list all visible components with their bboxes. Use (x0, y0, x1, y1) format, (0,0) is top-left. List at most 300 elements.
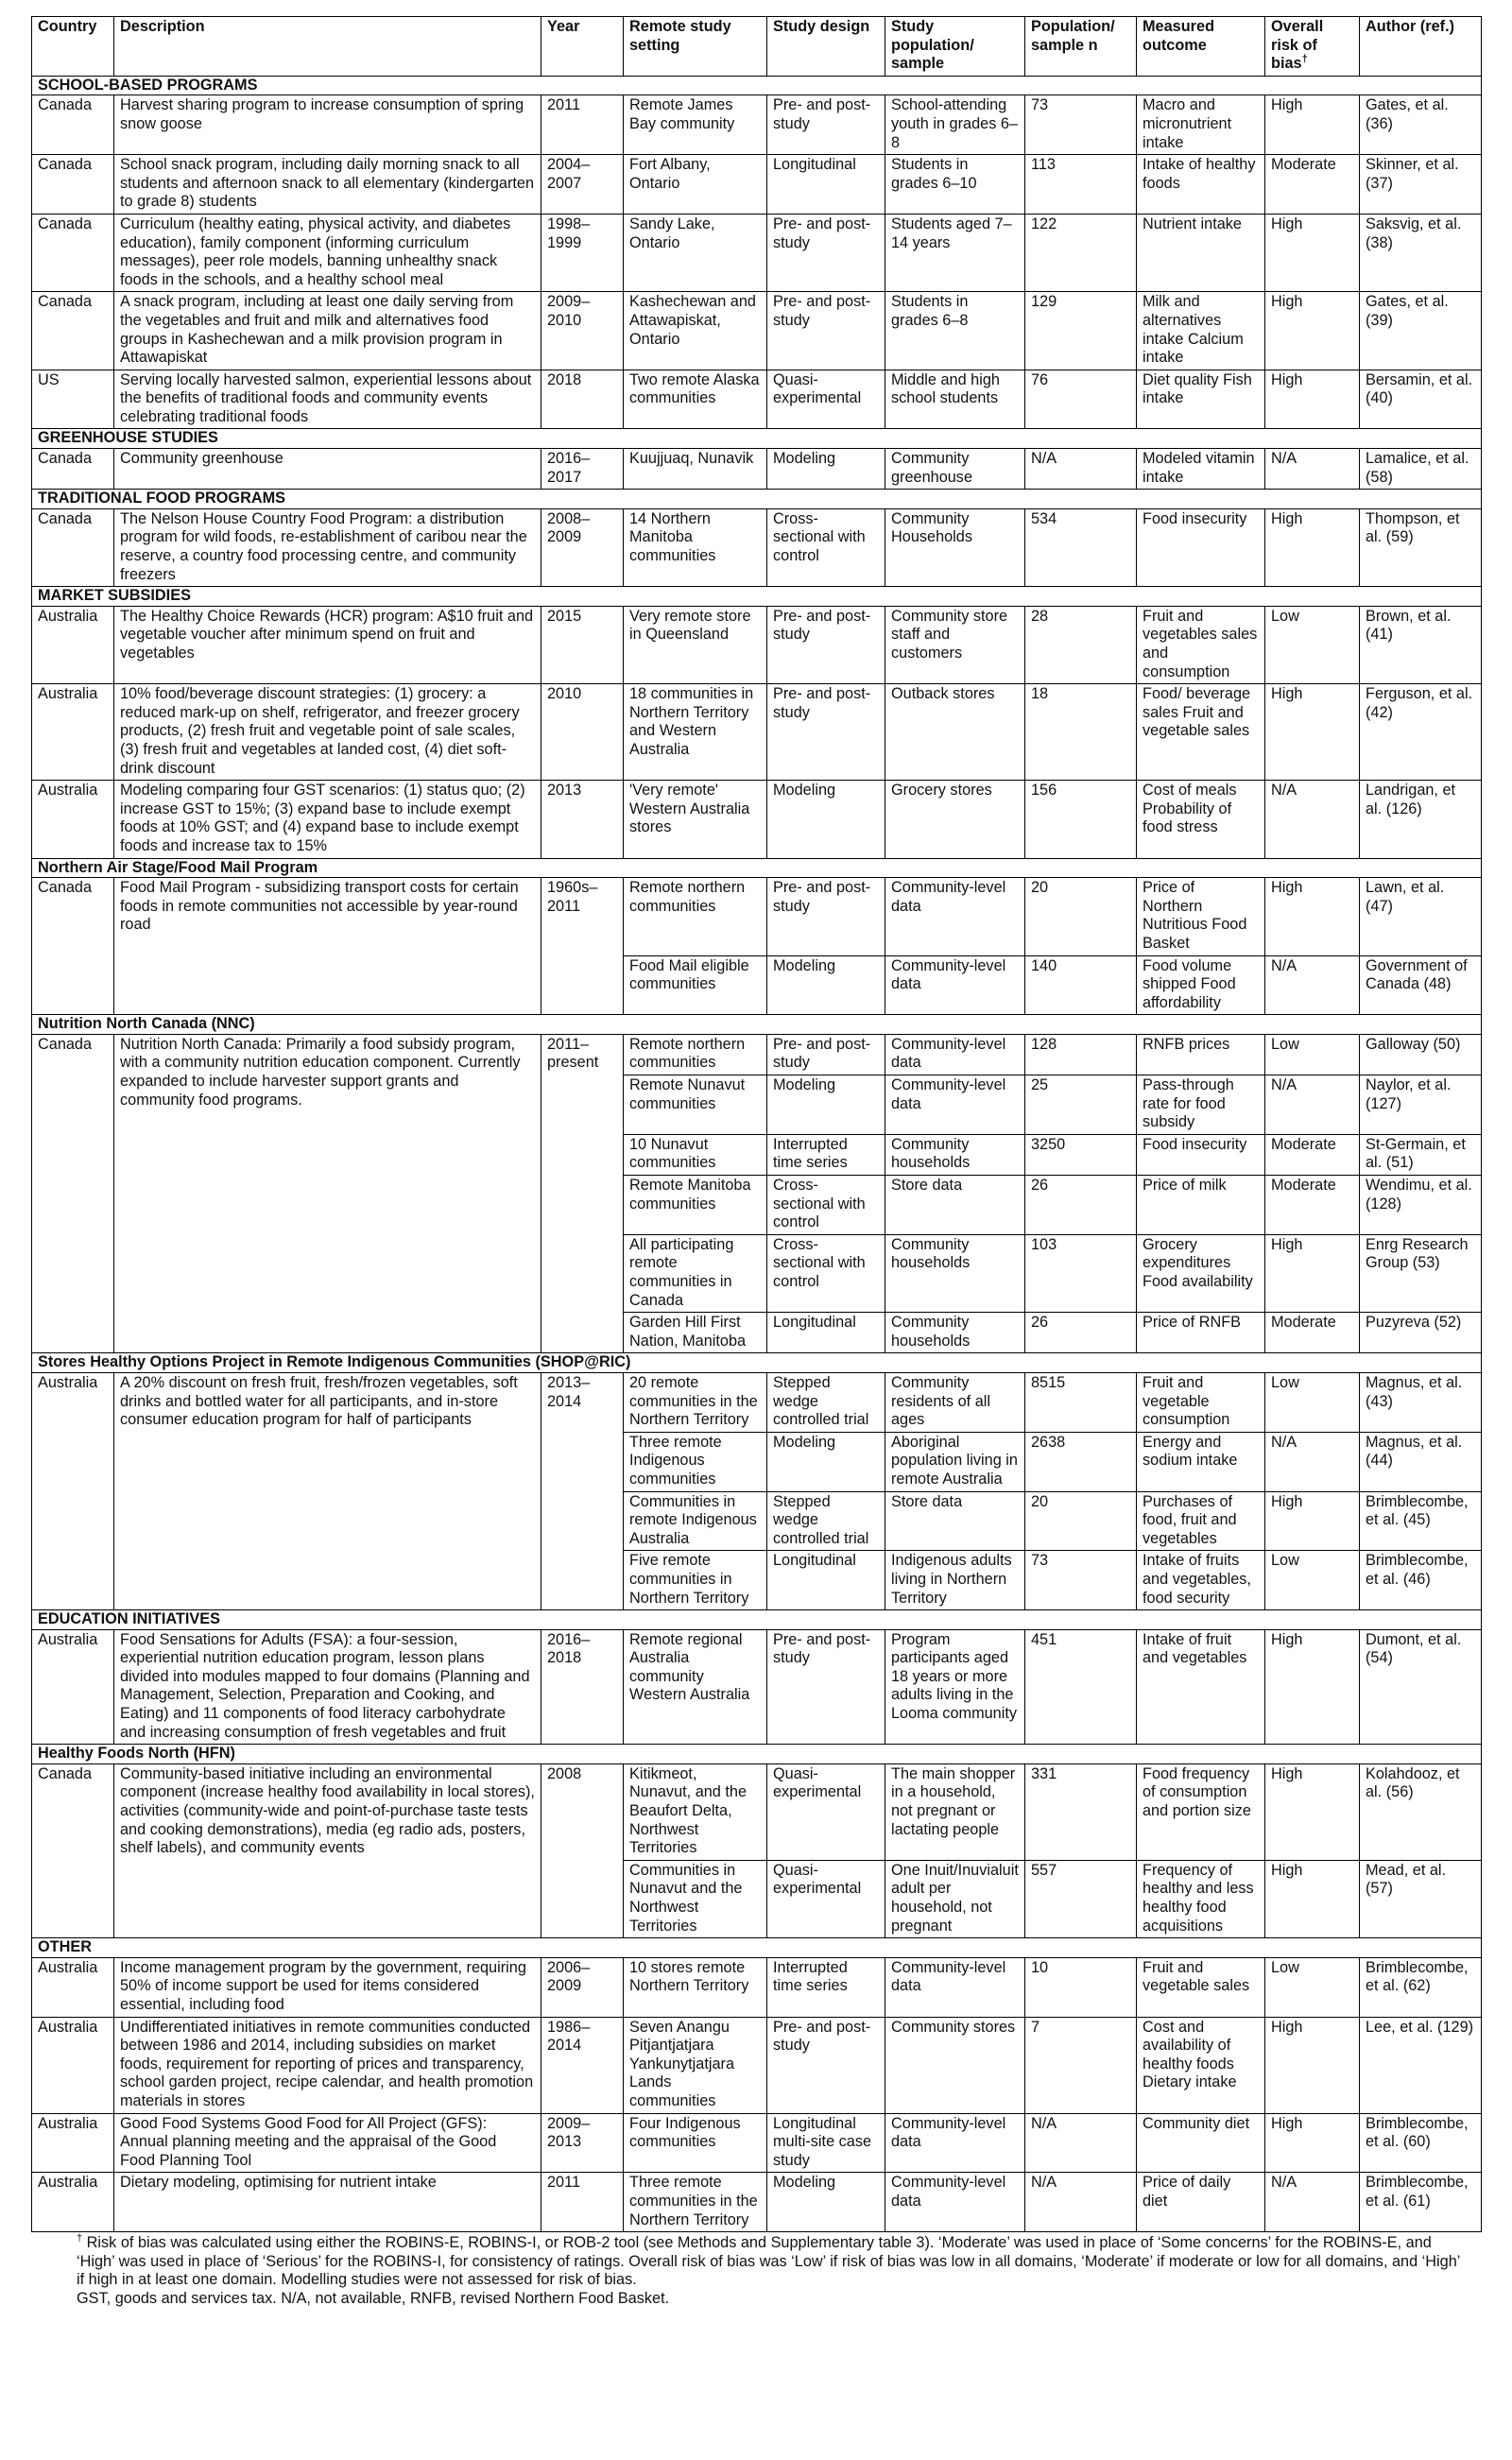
cell-description: Food Sensations for Adults (FSA): a four-session, experiential nutrition education program, lesson plans divided into modules mapped to four domains (Planning and Management, Selection, Preparation and Cooking, and Eating) and 11 components of food literacy carbohydrate and increasing consumption of fresh vegetables and fruit (114, 1629, 541, 1745)
cell-bias: Moderate (1265, 1176, 1360, 1235)
cell-author: Skinner, et al. (37) (1360, 155, 1482, 215)
cell-setting: Three remote communities in the Northern Territory (624, 2173, 767, 2232)
cell-design: Quasi-experimental (767, 1860, 885, 1937)
cell-author: Galloway (50) (1360, 1034, 1482, 1075)
cell-year: 2004–2007 (541, 155, 624, 215)
cell-country: Canada (32, 95, 114, 155)
cell-year: 2008 (541, 1763, 624, 1937)
cell-bias: High (1265, 214, 1360, 291)
cell-population: Community-level data (885, 1957, 1025, 2017)
cell-bias: Low (1265, 1034, 1360, 1075)
cell-setting: Remote James Bay community (624, 95, 767, 155)
cell-n: N/A (1025, 2173, 1137, 2232)
cell-outcome: RNFB prices (1137, 1034, 1265, 1075)
cell-population: Community-level data (885, 878, 1025, 955)
cell-author: Bersamin, et al. (40) (1360, 370, 1482, 429)
cell-n: 557 (1025, 1860, 1137, 1937)
cell-setting: Fort Albany, Ontario (624, 155, 767, 215)
cell-setting: 'Very remote' Western Australia stores (624, 781, 767, 858)
cell-country: Australia (32, 781, 114, 858)
cell-setting: Remote northern communities (624, 1034, 767, 1075)
cell-description: A snack program, including at least one daily serving from the vegetables and fruit and milk and alternatives food groups in Kashechewan and a milk provision program in Attawapiskat (114, 292, 541, 370)
header-population: Study population/ sample (885, 17, 1025, 77)
cell-year: 1986–2014 (541, 2017, 624, 2113)
cell-outcome: Purchases of food, fruit and vegetables (1137, 1491, 1265, 1551)
cell-bias: N/A (1265, 2173, 1360, 2232)
cell-design: Longitudinal (767, 155, 885, 215)
footnote-abbreviations: GST, goods and services tax. N/A, not available, RNFB, revised Northern Food Basket. (77, 2289, 670, 2307)
cell-population: Community Households (885, 508, 1025, 586)
cell-country: Australia (32, 1372, 114, 1609)
header-outcome: Measured outcome (1137, 17, 1265, 77)
cell-description: Nutrition North Canada: Primarily a food subsidy program, with a community nutrition education component. Currently expanded to include harvester support grants and community food programs. (114, 1034, 541, 1353)
cell-description: Food Mail Program - subsidizing transport costs for certain foods in remote communities not accessible by year-round road (114, 878, 541, 1015)
cell-country: Canada (32, 155, 114, 215)
cell-outcome: Food frequency of consumption and portion size (1137, 1763, 1265, 1860)
cell-setting: Kashechewan and Attawapiskat, Ontario (624, 292, 767, 370)
cell-setting: Four Indigenous communities (624, 2113, 767, 2173)
cell-bias: N/A (1265, 1432, 1360, 1491)
cell-description: School snack program, including daily morning snack to all students and afternoon snack to all elementary (kindergarten to grade 8) students (114, 155, 541, 215)
header-n: Population/ sample n (1025, 17, 1137, 77)
cell-population: Community greenhouse (885, 449, 1025, 490)
cell-bias: Low (1265, 606, 1360, 683)
cell-design: Longitudinal (767, 1551, 885, 1610)
cell-design: Pre- and post-study (767, 1034, 885, 1075)
cell-setting: Communities in Nunavut and the Northwest Territories (624, 1860, 767, 1937)
cell-n: N/A (1025, 2113, 1137, 2173)
cell-outcome: Food/ beverage sales Fruit and vegetable sales (1137, 684, 1265, 781)
table-row (32, 292, 1482, 370)
cell-n: 103 (1025, 1234, 1137, 1312)
cell-outcome: Food volume shipped Food affordability (1137, 955, 1265, 1015)
cell-design: Stepped wedge controlled trial (767, 1491, 885, 1551)
cell-population: Aboriginal population living in remote Australia (885, 1432, 1025, 1491)
cell-outcome: Fruit and vegetable consumption (1137, 1372, 1265, 1432)
cell-n: 20 (1025, 878, 1137, 955)
cell-author: Lawn, et al. (47) (1360, 878, 1482, 955)
header-bias-dagger: † (1301, 53, 1308, 65)
cell-outcome: Cost of meals Probability of food stress (1137, 781, 1265, 858)
cell-outcome: Energy and sodium intake (1137, 1432, 1265, 1491)
cell-setting: 18 communities in Northern Territory and Western Australia (624, 684, 767, 781)
table-row (32, 508, 1482, 586)
cell-year: 2015 (541, 606, 624, 683)
cell-description: Curriculum (healthy eating, physical activity, and diabetes education), family component (informing curriculum messages), peer role models, banning unhealthy snack foods in the schools, and a healthy school meal (114, 214, 541, 291)
cell-outcome: Price of RNFB (1137, 1313, 1265, 1353)
cell-author: Brimblecombe, et al. (45) (1360, 1491, 1482, 1551)
cell-population: Students aged 7–14 years (885, 214, 1025, 291)
cell-design: Longitudinal multi-site case study (767, 2113, 885, 2173)
cell-population: Community store staff and customers (885, 606, 1025, 683)
table-row (32, 2017, 1482, 2113)
section-title: TRADITIONAL FOOD PROGRAMS (32, 490, 1482, 509)
cell-setting: Sandy Lake, Ontario (624, 214, 767, 291)
header-design: Study design (767, 17, 885, 77)
cell-setting: Seven Anangu Pitjantjatjara Yankunytjatjara Lands communities (624, 2017, 767, 2113)
cell-n: 25 (1025, 1075, 1137, 1135)
cell-population: Store data (885, 1176, 1025, 1235)
cell-setting: Five remote communities in Northern Territory (624, 1551, 767, 1610)
cell-year: 2016–2017 (541, 449, 624, 490)
cell-author: Thompson, et al. (59) (1360, 508, 1482, 586)
cell-year: 2006–2009 (541, 1957, 624, 2017)
cell-country: US (32, 370, 114, 429)
cell-setting: 10 stores remote Northern Territory (624, 1957, 767, 2017)
cell-setting: Remote Nunavut communities (624, 1075, 767, 1135)
cell-bias: Low (1265, 1551, 1360, 1610)
cell-bias: N/A (1265, 1075, 1360, 1135)
cell-population: Community households (885, 1313, 1025, 1353)
cell-year: 2013 (541, 781, 624, 858)
cell-author: Kolahdooz, et al. (56) (1360, 1763, 1482, 1860)
section-title: Healthy Foods North (HFN) (32, 1745, 1482, 1764)
table-row (32, 878, 1482, 955)
cell-n: 7 (1025, 2017, 1137, 2113)
cell-bias: High (1265, 95, 1360, 155)
cell-author: Brimblecombe, et al. (62) (1360, 1957, 1482, 2017)
cell-author: St-Germain, et al. (51) (1360, 1134, 1482, 1175)
cell-setting: All participating remote communities in Canada (624, 1234, 767, 1312)
cell-bias: High (1265, 508, 1360, 586)
cell-n: 156 (1025, 781, 1137, 858)
cell-description: A 20% discount on fresh fruit, fresh/frozen vegetables, soft drinks and bottled water for all participants, and in-store consumer education program for half of participants (114, 1372, 541, 1609)
cell-outcome: Intake of healthy foods (1137, 155, 1265, 215)
cell-setting: 14 Northern Manitoba communities (624, 508, 767, 586)
cell-design: Stepped wedge controlled trial (767, 1372, 885, 1432)
cell-design: Interrupted time series (767, 1957, 885, 2017)
table-body (32, 76, 1482, 2231)
cell-year: 2009–2010 (541, 292, 624, 370)
cell-population: Students in grades 6–10 (885, 155, 1025, 215)
cell-author: Lamalice, et al. (58) (1360, 449, 1482, 490)
cell-population: Community residents of all ages (885, 1372, 1025, 1432)
cell-n: 26 (1025, 1313, 1137, 1353)
section-row (32, 490, 1482, 509)
cell-bias: High (1265, 1629, 1360, 1745)
cell-country: Canada (32, 878, 114, 1015)
cell-setting: Remote regional Australia community Western Australia (624, 1629, 767, 1745)
cell-outcome: Modeled vitamin intake (1137, 449, 1265, 490)
cell-author: Gates, et al. (39) (1360, 292, 1482, 370)
cell-author: Saksvig, et al. (38) (1360, 214, 1482, 291)
table-row (32, 1629, 1482, 1745)
cell-setting: 20 remote communities in the Northern Territory (624, 1372, 767, 1432)
cell-author: Lee, et al. (129) (1360, 2017, 1482, 2113)
section-title: OTHER (32, 1938, 1482, 1958)
header-bias-label: Overall risk of bias (1271, 18, 1324, 73)
header-setting: Remote study setting (624, 17, 767, 77)
cell-author: Magnus, et al. (43) (1360, 1372, 1482, 1432)
cell-design: Cross-sectional with control (767, 1234, 885, 1312)
cell-population: Community households (885, 1234, 1025, 1312)
cell-author: Dumont, et al. (54) (1360, 1629, 1482, 1745)
cell-population: One Inuit/Inuvialuit adult per household, not pregnant (885, 1860, 1025, 1937)
cell-author: Puzyreva (52) (1360, 1313, 1482, 1353)
footnotes (77, 2234, 1466, 2308)
cell-n: 128 (1025, 1034, 1137, 1075)
cell-bias: High (1265, 1234, 1360, 1312)
table-row (32, 95, 1482, 155)
header-author: Author (ref.) (1360, 17, 1482, 77)
table-row (32, 449, 1482, 490)
cell-year: 2018 (541, 370, 624, 429)
section-row (32, 587, 1482, 607)
header-year: Year (541, 17, 624, 77)
cell-outcome: Grocery expenditures Food availability (1137, 1234, 1265, 1312)
table-row (32, 1034, 1482, 1075)
cell-n: 534 (1025, 508, 1137, 586)
cell-design: Pre- and post-study (767, 1629, 885, 1745)
table-row (32, 155, 1482, 215)
cell-population: Community-level data (885, 2173, 1025, 2232)
cell-author: Enrg Research Group (53) (1360, 1234, 1482, 1312)
cell-outcome: Food insecurity (1137, 508, 1265, 586)
cell-outcome: Food insecurity (1137, 1134, 1265, 1175)
cell-population: Community-level data (885, 955, 1025, 1015)
cell-design: Quasi-experimental (767, 370, 885, 429)
cell-population: The main shopper in a household, not pregnant or lactating people (885, 1763, 1025, 1860)
studies-table (31, 16, 1482, 2232)
cell-n: 140 (1025, 955, 1137, 1015)
cell-description: Harvest sharing program to increase consumption of spring snow goose (114, 95, 541, 155)
cell-design: Modeling (767, 449, 885, 490)
cell-country: Canada (32, 508, 114, 586)
cell-country: Canada (32, 214, 114, 291)
cell-outcome: Frequency of healthy and less healthy food acquisitions (1137, 1860, 1265, 1937)
cell-n: 3250 (1025, 1134, 1137, 1175)
cell-description: Community greenhouse (114, 449, 541, 490)
cell-country: Canada (32, 449, 114, 490)
cell-setting: Remote northern communities (624, 878, 767, 955)
cell-n: 73 (1025, 95, 1137, 155)
cell-author: Mead, et al. (57) (1360, 1860, 1482, 1937)
section-title: GREENHOUSE STUDIES (32, 429, 1482, 449)
cell-author: Wendimu, et al. (128) (1360, 1176, 1482, 1235)
cell-author: Brimblecombe, et al. (60) (1360, 2113, 1482, 2173)
cell-bias: High (1265, 878, 1360, 955)
section-title: SCHOOL-BASED PROGRAMS (32, 76, 1482, 95)
cell-bias: High (1265, 2017, 1360, 2113)
table-row (32, 684, 1482, 781)
cell-year: 2010 (541, 684, 624, 781)
cell-population: Outback stores (885, 684, 1025, 781)
cell-year: 1998–1999 (541, 214, 624, 291)
cell-bias: High (1265, 370, 1360, 429)
table-row (32, 2173, 1482, 2232)
cell-author: Brimblecombe, et al. (61) (1360, 2173, 1482, 2232)
cell-year: 2008–2009 (541, 508, 624, 586)
cell-population: School-attending youth in grades 6–8 (885, 95, 1025, 155)
cell-outcome: Price of daily diet (1137, 2173, 1265, 2232)
cell-population: Community-level data (885, 1034, 1025, 1075)
cell-population: Students in grades 6–8 (885, 292, 1025, 370)
cell-design: Modeling (767, 955, 885, 1015)
cell-design: Pre- and post-study (767, 878, 885, 955)
cell-n: 18 (1025, 684, 1137, 781)
cell-description: The Healthy Choice Rewards (HCR) program: A$10 fruit and vegetable voucher after minimum spend on fruit and vegetables (114, 606, 541, 683)
cell-bias: N/A (1265, 449, 1360, 490)
cell-outcome: Fruit and vegetables sales and consumption (1137, 606, 1265, 683)
cell-design: Modeling (767, 781, 885, 858)
table-row (32, 1957, 1482, 2017)
header-description: Description (114, 17, 541, 77)
cell-country: Australia (32, 1957, 114, 2017)
cell-bias: High (1265, 684, 1360, 781)
cell-setting: Very remote store in Queensland (624, 606, 767, 683)
table-row (32, 1372, 1482, 1432)
cell-country: Australia (32, 2017, 114, 2113)
cell-country: Australia (32, 2113, 114, 2173)
cell-population: Store data (885, 1491, 1025, 1551)
cell-population: Middle and high school students (885, 370, 1025, 429)
cell-population: Community-level data (885, 2113, 1025, 2173)
cell-design: Cross-sectional with control (767, 1176, 885, 1235)
cell-outcome: Intake of fruits and vegetables, food security (1137, 1551, 1265, 1610)
cell-design: Cross-sectional with control (767, 508, 885, 586)
section-title: Nutrition North Canada (NNC) (32, 1015, 1482, 1035)
cell-n: 26 (1025, 1176, 1137, 1235)
cell-population: Indigenous adults living in Northern Territory (885, 1551, 1025, 1610)
table-row (32, 214, 1482, 291)
cell-setting: Three remote Indigenous communities (624, 1432, 767, 1491)
cell-outcome: Price of Northern Nutritious Food Basket (1137, 878, 1265, 955)
section-row (32, 1610, 1482, 1630)
cell-description: Modeling comparing four GST scenarios: (1) status quo; (2) increase GST to 15%; (3) expand base to include exempt foods at 10% GST; and (4) expand base to include exempt foods and increase tax to 15% (114, 781, 541, 858)
cell-population: Community households (885, 1134, 1025, 1175)
cell-outcome: Diet quality Fish intake (1137, 370, 1265, 429)
cell-n: 122 (1025, 214, 1137, 291)
cell-n: 451 (1025, 1629, 1137, 1745)
header-country: Country (32, 17, 114, 77)
cell-n: 331 (1025, 1763, 1137, 1860)
cell-outcome: Fruit and vegetable sales (1137, 1957, 1265, 2017)
cell-setting: Kuujjuaq, Nunavik (624, 449, 767, 490)
header-row (32, 17, 1482, 77)
section-row (32, 1745, 1482, 1764)
section-row (32, 1353, 1482, 1373)
cell-country: Australia (32, 1629, 114, 1745)
cell-year: 2011–present (541, 1034, 624, 1353)
cell-setting: Garden Hill First Nation, Manitoba (624, 1313, 767, 1353)
cell-n: 2638 (1025, 1432, 1137, 1491)
cell-country: Australia (32, 684, 114, 781)
cell-population: Community stores (885, 2017, 1025, 2113)
cell-population: Community-level data (885, 1075, 1025, 1135)
cell-author: Naylor, et al. (127) (1360, 1075, 1482, 1135)
cell-design: Modeling (767, 1075, 885, 1135)
cell-description: Income management program by the government, requiring 50% of income support be used for items considered essential, including food (114, 1957, 541, 2017)
section-title: Northern Air Stage/Food Mail Program (32, 858, 1482, 878)
cell-description: 10% food/beverage discount strategies: (1) grocery: a reduced mark-up on shelf, refrigerator, and freezer grocery products, (2) fresh fruit and vegetable point of sale scales, (3) fresh fruit and vegetables at landed cost, (4) diet soft-drink discount (114, 684, 541, 781)
cell-n: 76 (1025, 370, 1137, 429)
cell-population: Program participants aged 18 years or more adults living in the Looma community (885, 1629, 1025, 1745)
cell-bias: High (1265, 1860, 1360, 1937)
cell-design: Pre- and post-study (767, 2017, 885, 2113)
cell-bias: Low (1265, 1372, 1360, 1432)
cell-outcome: Milk and alternatives intake Calcium intake (1137, 292, 1265, 370)
cell-author: Brimblecombe, et al. (46) (1360, 1551, 1482, 1610)
cell-design: Pre- and post-study (767, 606, 885, 683)
cell-author: Landrigan, et al. (126) (1360, 781, 1482, 858)
cell-n: N/A (1025, 449, 1137, 490)
cell-description: Undifferentiated initiatives in remote communities conducted between 1986 and 2014, including subsidies on market foods, requirement for reporting of prices and transparency, school garden project, recipe calendar, and health promotion materials in stores (114, 2017, 541, 2113)
cell-n: 10 (1025, 1957, 1137, 2017)
cell-country: Canada (32, 1763, 114, 1937)
cell-bias: N/A (1265, 955, 1360, 1015)
cell-author: Brown, et al. (41) (1360, 606, 1482, 683)
cell-design: Modeling (767, 2173, 885, 2232)
cell-n: 28 (1025, 606, 1137, 683)
cell-design: Interrupted time series (767, 1134, 885, 1175)
cell-outcome: Cost and availability of healthy foods Dietary intake (1137, 2017, 1265, 2113)
cell-author: Government of Canada (48) (1360, 955, 1482, 1015)
cell-bias: High (1265, 1491, 1360, 1551)
cell-design: Quasi-experimental (767, 1763, 885, 1860)
cell-country: Canada (32, 292, 114, 370)
cell-outcome: Macro and micronutrient intake (1137, 95, 1265, 155)
cell-setting: Food Mail eligible communities (624, 955, 767, 1015)
section-row (32, 858, 1482, 878)
cell-description: Dietary modeling, optimising for nutrient intake (114, 2173, 541, 2232)
cell-year: 2016–2018 (541, 1629, 624, 1745)
cell-outcome: Price of milk (1137, 1176, 1265, 1235)
cell-bias: Low (1265, 1957, 1360, 2017)
cell-setting: 10 Nunavut communities (624, 1134, 767, 1175)
cell-outcome: Nutrient intake (1137, 214, 1265, 291)
section-row (32, 1015, 1482, 1035)
cell-author: Gates, et al. (36) (1360, 95, 1482, 155)
cell-design: Modeling (767, 1432, 885, 1491)
footnote-dagger: † (77, 2232, 83, 2245)
cell-country: Canada (32, 1034, 114, 1353)
cell-year: 2011 (541, 2173, 624, 2232)
cell-outcome: Community diet (1137, 2113, 1265, 2173)
cell-description: The Nelson House Country Food Program: a distribution program for wild foods, re-establishment of caribou near the reserve, a country food processing centre, and community freezers (114, 508, 541, 586)
cell-setting: Kitikmeot, Nunavut, and the Beaufort Delta, Northwest Territories (624, 1763, 767, 1860)
cell-author: Magnus, et al. (44) (1360, 1432, 1482, 1491)
cell-bias: Moderate (1265, 1134, 1360, 1175)
cell-bias: High (1265, 292, 1360, 370)
cell-n: 20 (1025, 1491, 1137, 1551)
cell-year: 2011 (541, 95, 624, 155)
cell-design: Pre- and post-study (767, 292, 885, 370)
cell-bias: Moderate (1265, 155, 1360, 215)
cell-n: 73 (1025, 1551, 1137, 1610)
section-row (32, 1938, 1482, 1958)
footnote-risk-of-bias-text: Risk of bias was calculated using either the ROBINS-E, ROBINS-I, or ROB-2 tool (see Methods and Supplementary table 3). ‘Moderate’ was used in place of ‘Some concerns’ for the ROBINS-E, and ‘High’ was used in place of ‘Serious’ for the ROBINS-I, for consistency of ratings. Overall risk of bias was ‘Low’ if risk of bias was low in all domains, ‘Moderate’ if moderate or low for all domains, and ‘High’ if high in at least one domain. Modelling studies were not assessed for risk of bias. (77, 2234, 1460, 2289)
table-row (32, 370, 1482, 429)
cell-bias: N/A (1265, 781, 1360, 858)
cell-bias: Moderate (1265, 1313, 1360, 1353)
cell-country: Australia (32, 2173, 114, 2232)
cell-setting: Two remote Alaska communities (624, 370, 767, 429)
table-row (32, 606, 1482, 683)
table-row (32, 1763, 1482, 1860)
cell-bias: High (1265, 1763, 1360, 1860)
cell-description: Serving locally harvested salmon, experiential lessons about the benefits of traditional foods and community events celebrating traditional foods (114, 370, 541, 429)
cell-n: 113 (1025, 155, 1137, 215)
cell-author: Ferguson, et al. (42) (1360, 684, 1482, 781)
cell-setting: Remote Manitoba communities (624, 1176, 767, 1235)
cell-n: 8515 (1025, 1372, 1137, 1432)
cell-design: Pre- and post-study (767, 684, 885, 781)
section-row (32, 76, 1482, 95)
cell-design: Longitudinal (767, 1313, 885, 1353)
cell-design: Pre- and post-study (767, 214, 885, 291)
cell-description: Community-based initiative including an environmental component (increase healthy food availability in local stores), activities (community-wide and point-of-purchase taste tests and cooking demonstrations), media (eg radio ads, posters, shelf labels), and community events (114, 1763, 541, 1937)
section-title: MARKET SUBSIDIES (32, 587, 1482, 607)
